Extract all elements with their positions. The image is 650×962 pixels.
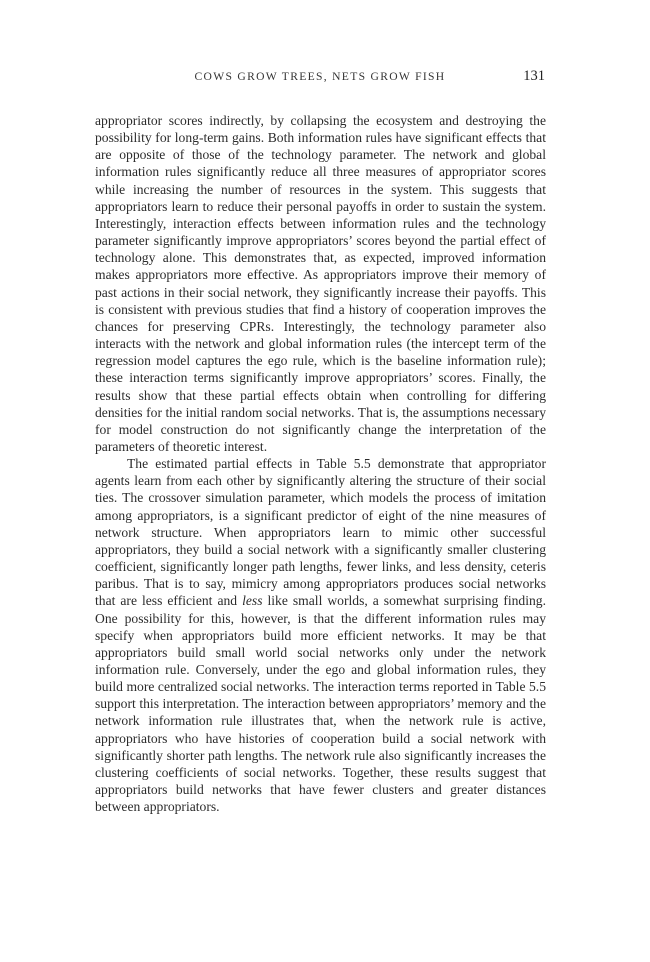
running-head: COWS GROW TREES, NETS GROW FISH bbox=[194, 70, 446, 83]
body-text bbox=[95, 112, 546, 815]
paragraph-2-part-1: The estimated partial effects in Table 5.5 demonstrate that appropriator agents learn from each other by significantly altering the structure of their social ties. The crossover simulation parameter, which models the process of imitation among appropriators, is a significant predictor of eight of the nine measures of network structure. When appropriators learn to mimic other successful appropriators, they build a social network with a significantly smaller clustering coefficient, significantly longer path lengths, fewer links, and less density, ceteris paribus. That is to say, mimicry among appropriators produces social networks that are less efficient and bbox=[95, 456, 546, 609]
page-header bbox=[95, 68, 545, 88]
page-number: 131 bbox=[523, 68, 545, 84]
paragraph-2 bbox=[95, 455, 546, 815]
paragraph-1: appropriator scores indirectly, by collapsing the ecosystem and destroying the possibility for long-term gains. Both information rules have significant effects that are opposite of those of the technology parameter. The network and global information rules significantly reduce all three measures of appropriator scores while increasing the number of resources in the system. This suggests that appropriators learn to reduce their personal payoffs in order to sustain the system. Interestingly, interaction effects between information rules and the technology parameter significantly improve appropriators’ scores beyond the partial effect of technology alone. This demonstrates that, as expected, improved information makes appropriators more effective. As appropriators improve their memory of past actions in their social network, they significantly increase their payoffs. This is consistent with previous studies that find a history of cooperation improves the chances for preserving CPRs. Interestingly, the technology parameter also interacts with the network and global information rules (the intercept term of the regression model captures the ego rule, which is the baseline information rule); these interaction terms significantly improve appropriators’ scores. Finally, the results show that these partial effects obtain when controlling for differing densities for the initial random social networks. That is, the assumptions necessary for model construction do not significantly change the interpretation of the parameters of theoretic interest. bbox=[95, 113, 546, 454]
emphasis-less: less bbox=[242, 593, 263, 609]
paragraph-2-part-2: like small worlds, a somewhat surprising finding. One possibility for this, however, is that the different information rules may specify when appropriators build more efficient networks. It may be that appropriators build small world social networks only under the network information rule. Conversely, under the ego and global information rules, they build more centralized social networks. The interaction terms reported in Table 5.5 support this interpretation. The interaction between appropriators’ memory and the network information rule illustrates that, when the network rule is active, appropriators who have histories of cooperation build a social network with significantly shorter path lengths. The network rule also significantly increases the clustering coefficients of social networks. Together, these results suggest that appropriators build networks that have fewer clusters and greater distances between appropriators. bbox=[95, 593, 546, 815]
